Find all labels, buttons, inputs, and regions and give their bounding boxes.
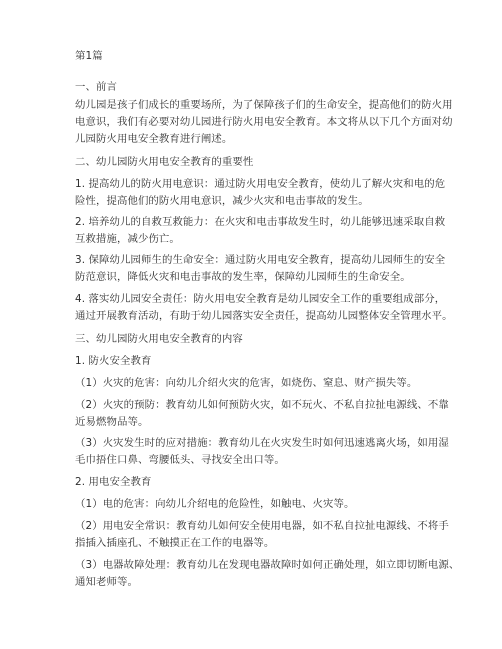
importance-1-line-2: 险性，提高他们的防火用电意识，减少火灾和电击事故的发生。 [75,195,369,207]
importance-heading: 二、幼儿园防火用电安全教育的重要性 [75,156,254,168]
fire-3-line-1: （3）火灾发生时的应对措施：教育幼儿在火灾发生时如何迅速逃离火场，如用湿 [75,437,449,449]
fire-2-line-1: （2）火灾的预防：教育幼儿如何预防火灾，如不玩火、不私自拉扯电源线、不靠 [75,399,449,411]
importance-3-line-1: 3. 保障幼儿园师生的生命安全：通过防火用电安全教育，提高幼儿园师生的安全 [75,254,446,266]
intro-line-2: 电意识，我们有必要对幼儿园进行防火用电安全教育。本文将从以下几个方面对幼 [75,116,453,128]
importance-3-line-2: 防范意识，降低火灾和电击事故的发生率，保障幼儿园师生的生命安全。 [75,271,411,283]
fire-heading: 1. 防火安全教育 [75,355,152,367]
intro-line-1: 幼儿园是孩子们成长的重要场所，为了保障孩子们的生命安全，提高他们的防火用 [75,99,453,111]
fire-2-line-2: 近易燃物品等。 [75,416,149,428]
electric-3-line-2: 通知老师等。 [75,576,138,588]
electric-2-line-1: （2）用电安全常识：教育幼儿如何安全使用电器，如不私自拉扯电源线、不将手 [75,520,449,532]
electric-2-line-2: 指插入插座孔、不触摸正在工作的电器等。 [75,537,275,549]
electric-heading: 2. 用电安全教育 [75,476,152,488]
importance-4-line-1: 4. 落实幼儿园安全责任：防火用电安全教育是幼儿园安全工作的重要组成部分， [75,293,446,305]
part-label: 第1篇 [75,50,103,62]
electric-3-line-1: （3）电器故障处理：教育幼儿在发现电器故障时如何正确处理，如立即切断电源、 [75,559,460,571]
importance-4-line-2: 通过开展教育活动，有助于幼儿园落实安全责任，提高幼儿园整体安全管理水平。 [75,310,453,322]
fire-3-line-2: 毛巾捂住口鼻、弯腰低头、寻找安全出口等。 [75,454,285,466]
preface-heading: 一、前言 [75,81,117,93]
content-heading: 三、幼儿园防火用电安全教育的内容 [75,333,243,345]
importance-1-line-1: 1. 提高幼儿的防火用电意识：通过防火用电安全教育，使幼儿了解火灾和电的危 [75,178,446,190]
electric-1: （1）电的危害：向幼儿介绍电的危险性，如触电、火灾等。 [75,498,355,510]
intro-line-3: 儿园防火用电安全教育进行阐述。 [75,133,233,145]
importance-2-line-1: 2. 培养幼儿的自救互救能力：在火灾和电击事故发生时，幼儿能够迅速采取自救 [75,216,446,228]
fire-1: （1）火灾的危害：向幼儿介绍火灾的危害，如烧伤、窒息、财产损失等。 [75,377,418,389]
importance-2-line-2: 互救措施，减少伤亡。 [75,233,180,245]
